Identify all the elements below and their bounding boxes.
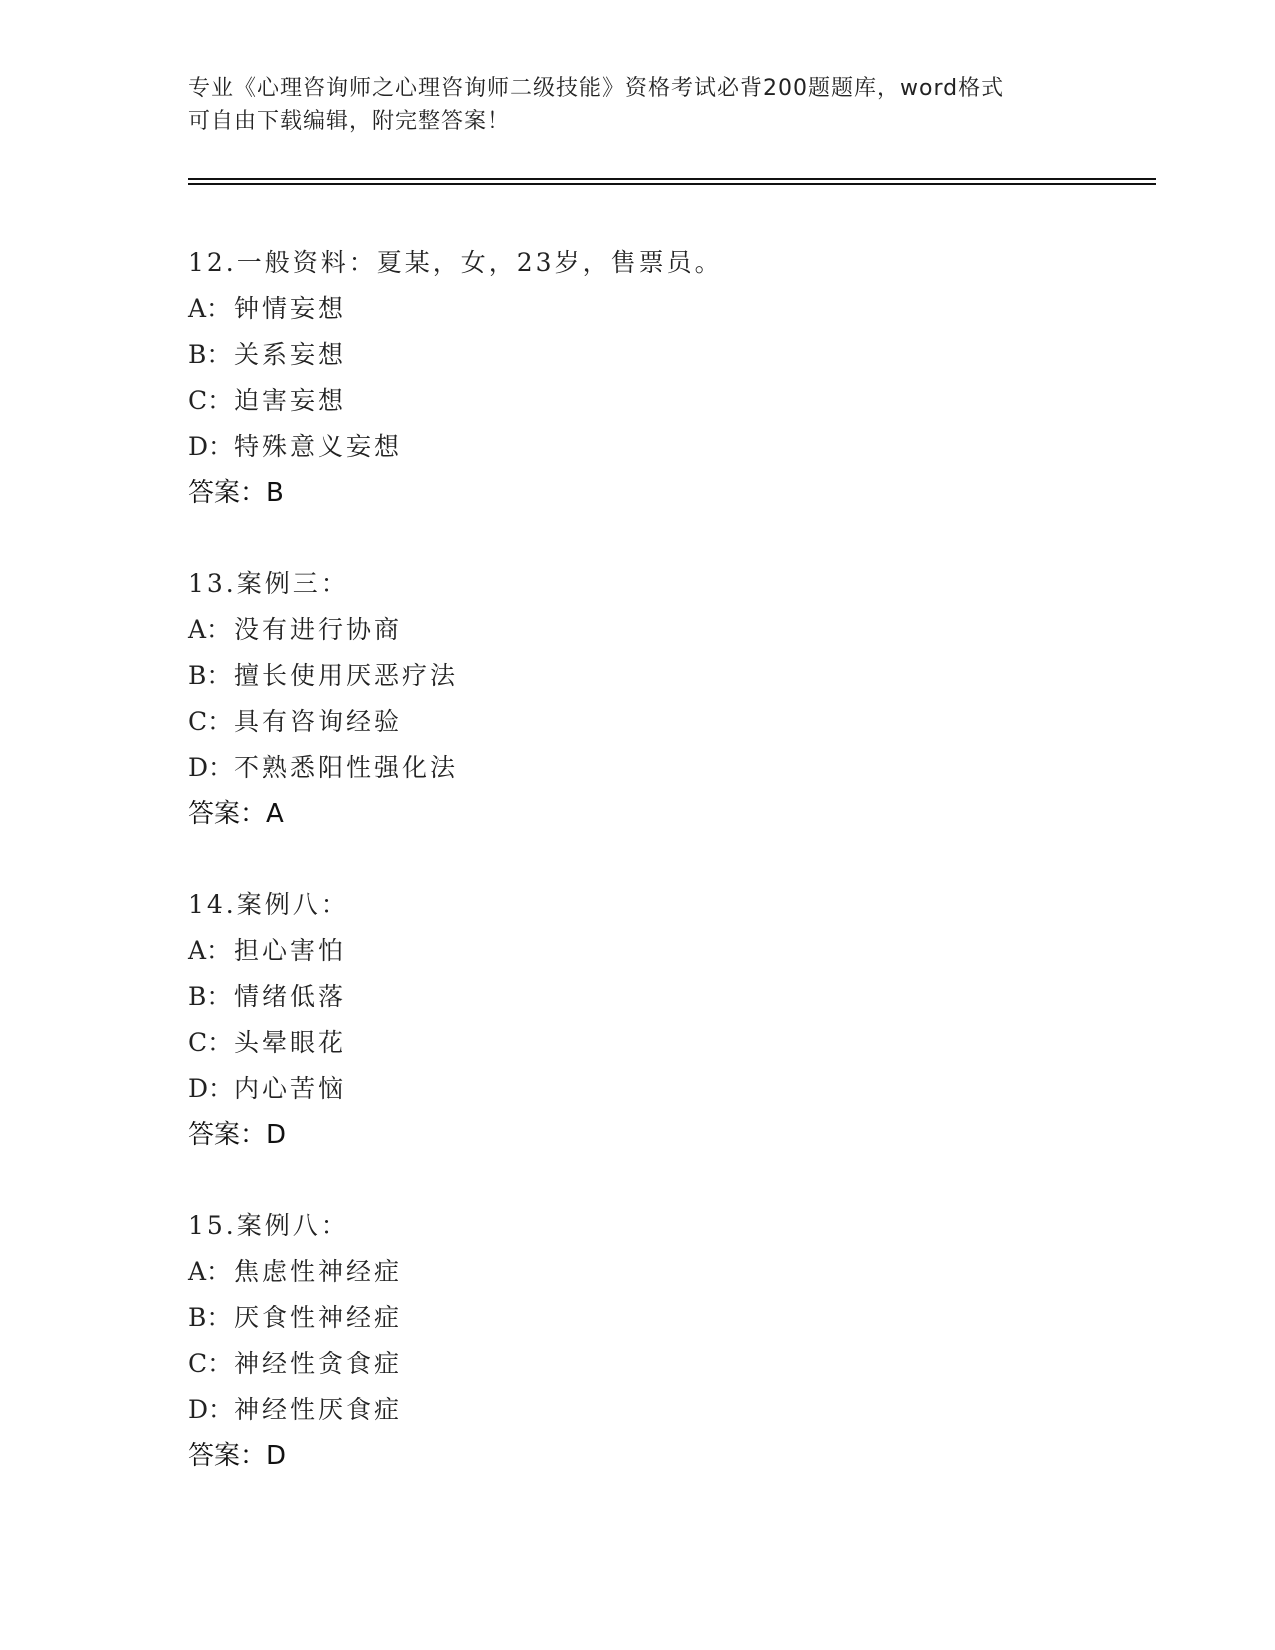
option-b <box>188 1295 1088 1341</box>
option-letter: C： <box>188 1028 233 1057</box>
option-text: 特殊意义妄想 <box>234 432 403 461</box>
option-a <box>188 1249 1088 1295</box>
option-text: 头晕眼花 <box>234 1028 347 1057</box>
option-letter: D： <box>188 1395 234 1424</box>
option-a <box>188 928 1088 974</box>
question-stem: 13.案例三： <box>188 569 349 598</box>
question-stem: 14.案例八： <box>188 890 349 919</box>
answer-line: 答案：B <box>188 478 284 508</box>
option-d <box>188 1066 1088 1112</box>
option-letter: B： <box>188 340 232 369</box>
option-letter: A： <box>188 1257 232 1286</box>
option-text: 关系妄想 <box>234 340 347 369</box>
question-item <box>188 561 1088 837</box>
option-text: 内心苦恼 <box>234 1074 347 1103</box>
option-text: 焦虑性神经症 <box>234 1257 403 1286</box>
question-item <box>188 240 1088 516</box>
question-item <box>188 1203 1088 1479</box>
option-text: 迫害妄想 <box>234 386 347 415</box>
option-letter: B： <box>188 982 232 1011</box>
answer-line: 答案：D <box>188 1441 287 1471</box>
option-c <box>188 699 1088 745</box>
option-c <box>188 1341 1088 1387</box>
option-a <box>188 286 1088 332</box>
option-text: 情绪低落 <box>234 982 347 1011</box>
option-d <box>188 1387 1088 1433</box>
option-letter: D： <box>188 753 234 782</box>
option-b <box>188 653 1088 699</box>
option-letter: A： <box>188 294 232 323</box>
question-item <box>188 882 1088 1158</box>
option-a <box>188 607 1088 653</box>
option-letter: C： <box>188 386 233 415</box>
option-b <box>188 332 1088 378</box>
option-letter: B： <box>188 661 232 690</box>
option-d <box>188 745 1088 791</box>
option-text: 厌食性神经症 <box>234 1303 403 1332</box>
option-c <box>188 1020 1088 1066</box>
option-text: 没有进行协商 <box>234 615 403 644</box>
option-letter: C： <box>188 1349 233 1378</box>
question-list <box>188 240 1088 1524</box>
header-line-1: 专业《心理咨询师之心理咨询师二级技能》资格考试必背200题题库，word格式 <box>188 76 1005 101</box>
option-letter: C： <box>188 707 233 736</box>
option-letter: A： <box>188 615 232 644</box>
option-letter: D： <box>188 432 234 461</box>
option-text: 钟情妄想 <box>234 294 347 323</box>
question-stem: 12.一般资料：夏某，女，23岁，售票员。 <box>188 248 723 277</box>
header-line-2: 可自由下载编辑，附完整答案！ <box>188 109 511 134</box>
question-stem: 15.案例八： <box>188 1211 349 1240</box>
option-text: 具有咨询经验 <box>234 707 403 736</box>
answer-line: 答案：D <box>188 1120 287 1150</box>
option-text: 擅长使用厌恶疗法 <box>234 661 459 690</box>
option-b <box>188 974 1088 1020</box>
header-rule-bottom <box>188 183 1156 185</box>
option-d <box>188 424 1088 470</box>
document-header <box>188 72 1088 138</box>
option-text: 神经性厌食症 <box>234 1395 403 1424</box>
header-rule-top <box>188 178 1156 180</box>
option-text: 担心害怕 <box>234 936 347 965</box>
option-text: 不熟悉阳性强化法 <box>234 753 459 782</box>
answer-line: 答案：A <box>188 799 284 829</box>
option-c <box>188 378 1088 424</box>
option-letter: A： <box>188 936 232 965</box>
option-text: 神经性贪食症 <box>234 1349 403 1378</box>
option-letter: D： <box>188 1074 234 1103</box>
option-letter: B： <box>188 1303 232 1332</box>
